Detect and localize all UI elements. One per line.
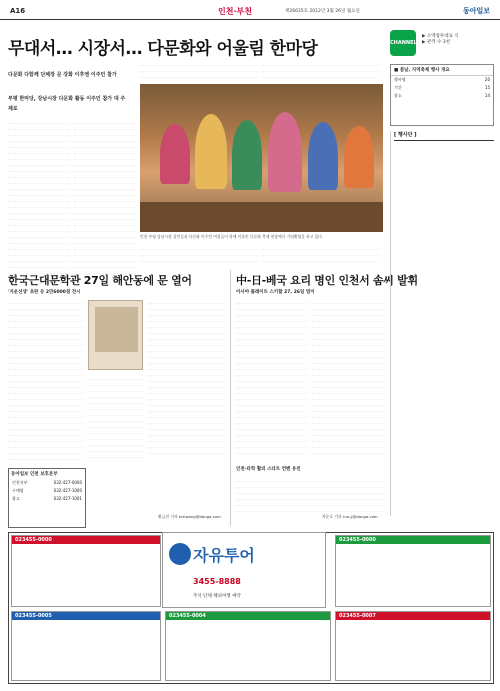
sidebar-title: [ 행사단 ]	[394, 131, 494, 141]
lead-subhead-1: 다문화 다함께 단체장 문 강화 이후엔 이주민 참가	[8, 72, 117, 78]
story3-subhead: 이사야 플레이트 스키할 27, 26일 법이	[236, 290, 315, 295]
story2-body-3	[148, 298, 224, 458]
tour-ad	[162, 532, 326, 608]
info-box-title: 동아일보 인천 보호본부	[11, 472, 58, 477]
summary-key: 기간	[394, 85, 402, 90]
lead-body-top	[140, 60, 258, 82]
tour-tagline: 추석 단체 해외여행 예약	[193, 594, 241, 599]
story3-body-1	[236, 298, 308, 458]
summary-value: 14	[484, 93, 490, 98]
summary-row	[391, 92, 493, 100]
summary-value: 20	[484, 77, 490, 82]
ad-block	[11, 535, 161, 607]
ad-phone: 023455-0005	[12, 612, 160, 620]
info-row	[9, 479, 85, 487]
story3-byline: 차준호 기자 run-jj@donga.com	[322, 514, 378, 519]
story2-headline: 한국근대문학관 27일 해안동에 문 열어	[8, 274, 192, 287]
summary-key: 장소	[394, 93, 402, 98]
summary-key: 행사명	[394, 77, 406, 82]
section-title: 인천·부천	[218, 7, 252, 16]
page-number: A16	[10, 7, 26, 15]
newspaper-brand: 동아일보	[462, 7, 490, 15]
lead-body-column-3	[140, 244, 258, 264]
summary-value: 15	[484, 85, 490, 90]
info-key: 인천지부	[12, 480, 28, 485]
info-row	[9, 487, 85, 495]
lead-subhead-2: 부평 한마당, 강남시장 다문화 활동 이주민 참가 대 주제로	[8, 96, 126, 112]
ad-phone: 023455-0004	[166, 612, 330, 620]
summary-head	[422, 34, 459, 46]
story2-body-1	[8, 298, 84, 460]
column-divider	[230, 270, 231, 526]
bureau-info-box	[8, 468, 86, 528]
tour-brand: 자유투어	[193, 546, 255, 565]
info-value: 032-427-1001	[53, 496, 82, 501]
story3-subhead-2: 인천-타학 활의 스타트 컨벤 유친	[236, 467, 301, 472]
story3-body-3	[236, 476, 384, 512]
tour-logo-icon	[169, 543, 191, 565]
tour-phone: 3455-8888	[193, 577, 241, 586]
ad-phone: 023455-0000	[12, 536, 160, 544]
ad-block	[11, 611, 161, 681]
summary-box-title: ■ 봄날, 지역축제 행사 개요	[391, 65, 493, 76]
channel-logo: CHANNEL	[390, 30, 416, 56]
info-value: 032-427-0000	[53, 480, 82, 485]
main-headline: 무대서… 시장서… 다문화와 어울림 한마당	[8, 39, 318, 59]
ad-phone: 023455-0000	[336, 536, 490, 544]
page-header	[0, 0, 500, 20]
festival-photo	[140, 84, 383, 232]
summary-row	[391, 76, 493, 84]
ad-phone: 023455-0007	[336, 612, 490, 620]
lead-body-column-2	[74, 118, 136, 278]
ad-block	[335, 611, 491, 681]
ad-block	[165, 611, 331, 681]
summary-head-line: ▶ 관객 수 3천	[422, 40, 451, 45]
book-cover-image	[88, 300, 143, 370]
event-summary-box	[390, 64, 494, 126]
info-row	[9, 495, 85, 503]
story2-subhead: '지운선생' 초판 등 2만6000점 전시	[8, 290, 81, 295]
story2-byline: 황금천 기자 kchwang@donga.com	[158, 514, 221, 519]
info-key: 광고	[12, 496, 20, 501]
story2-body-2	[88, 374, 143, 462]
lead-body-top-2	[262, 60, 380, 82]
issue-date: 제26635호 2012년 3월 26일 월요일	[285, 9, 360, 14]
ad-block	[335, 535, 491, 607]
photo-caption: 인천 부평 강남시장 상인들과 다문화 이주민 여성들이 함께 어울린 다문화 축제 현장에서 기념촬영을 하고 있다.	[140, 234, 324, 239]
lead-body-column-1	[8, 118, 70, 278]
events-sidebar	[390, 131, 494, 516]
summary-head-line: ▶ 소액창투대표 식	[422, 34, 459, 39]
info-value: 032-427-1000	[53, 488, 82, 493]
story3-headline: 中-日-베국 요리 명인 인천서 솜씨 발휘	[236, 274, 418, 287]
lead-body-column-4	[262, 244, 380, 264]
summary-row	[391, 84, 493, 92]
story3-body-2	[312, 298, 384, 458]
info-key: 구매팀	[12, 488, 24, 493]
